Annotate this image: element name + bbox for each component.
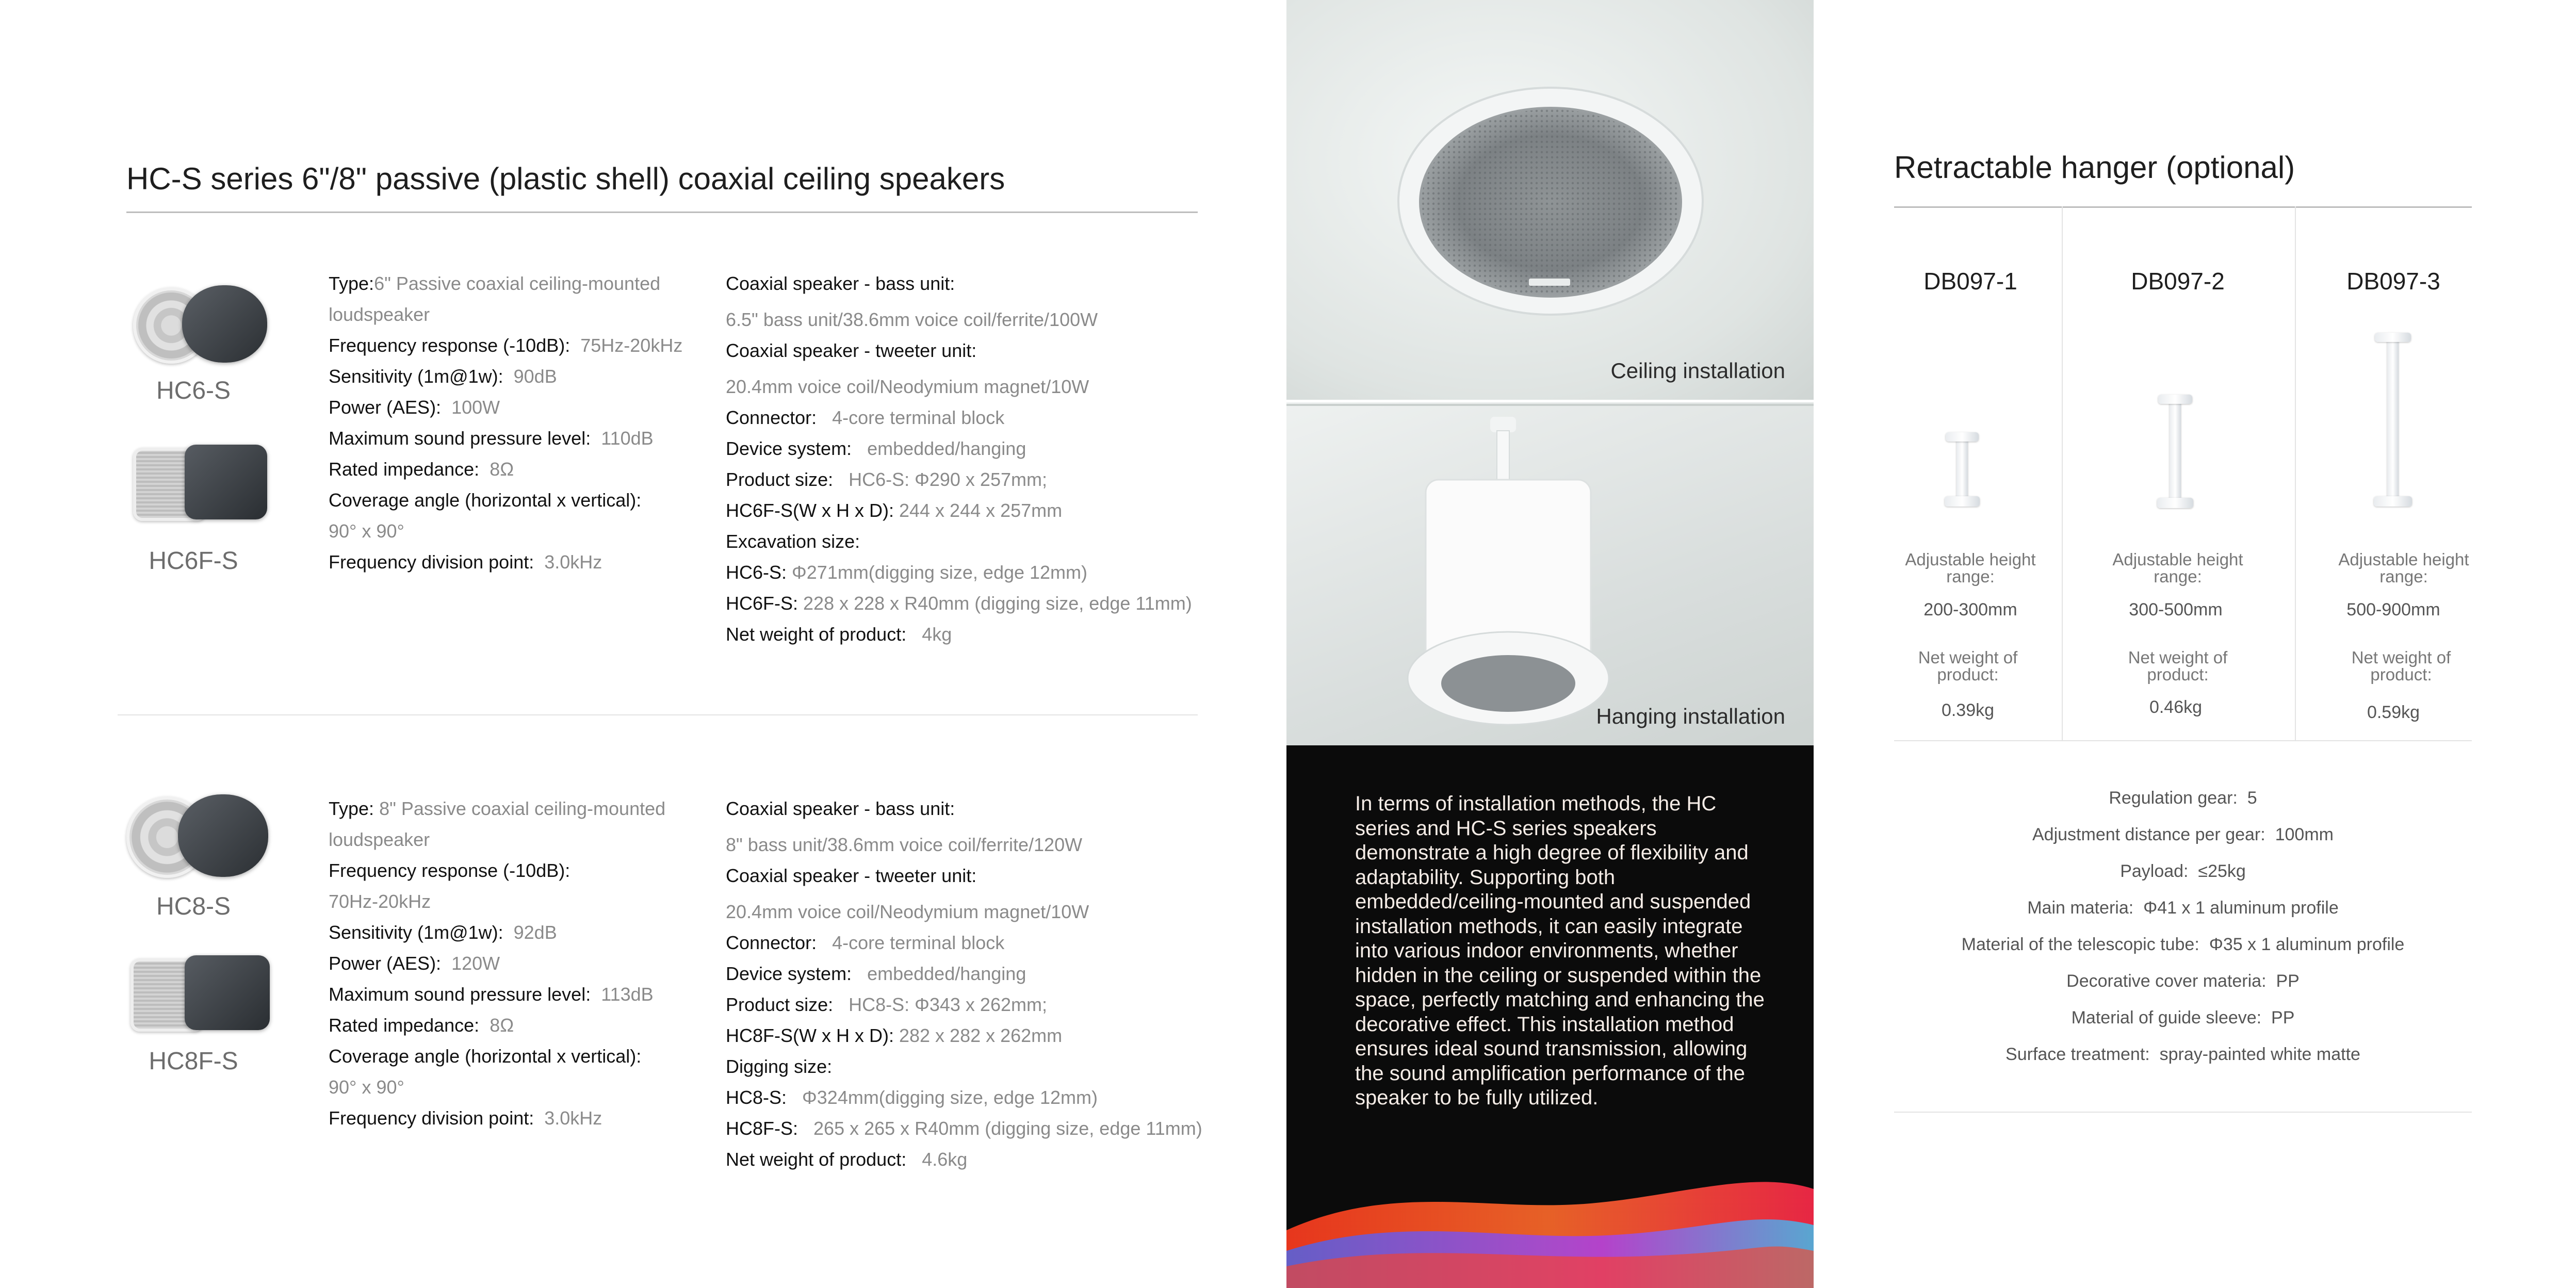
section-title-hanger: Retractable hanger (optional) <box>1894 150 2295 185</box>
hanger-weight-label-1: Net weight of product: <box>1918 648 2018 684</box>
hanger-image-3-base <box>2374 496 2412 507</box>
hanging-installation-photo <box>1286 402 1814 745</box>
ceiling-installation-photo <box>1286 0 1814 400</box>
hanger-spec-guide-sleeve: Material of guide sleeve: PP <box>2071 1008 2295 1028</box>
hanger-image-2 <box>2170 396 2181 504</box>
hanger-height-1: 200-300mm <box>1923 600 2017 619</box>
section-title-speakers: HC-S series 6"/8" passive (plastic shell) coaxial ceiling speakers <box>126 161 1005 196</box>
model-label-hc6f-s: HC6F-S <box>149 547 238 575</box>
hanger-image-3-top <box>2375 333 2411 342</box>
hanger-height-3: 500-900mm <box>2346 600 2440 619</box>
hanger-spec-adjustment-distance: Adjustment distance per gear: 100mm <box>2032 825 2334 844</box>
specs-hc6-col2: Coaxial speaker - bass unit: 6.5" bass unit/38.6mm voice coil/ferrite/100W Coaxial speaker - tweeter unit: 20.4mm voice coil/Neodymium magnet/10W Connector: 4-core terminal block Device system: embedded/hanging Product size: HC6-S: Φ290 x 257mm; HC6F-S(W x H x D): 244 x 244 x 257mm Excavation size: HC6-S: Φ271mm(digging size, edge 12mm) HC6F-S: 228 x 228 x R40mm (digging size, edge 11mm) Net weight of product: 4kg <box>726 273 1192 645</box>
hc6f-s-speaker-image <box>133 445 272 522</box>
hanger-title-divider <box>1894 206 2472 208</box>
hanger-image-1-base <box>1945 496 1980 507</box>
hanger-weight-2: 0.46kg <box>2149 697 2203 717</box>
model-label-hc6-s: HC6-S <box>156 377 231 404</box>
hanger-height-label-3: Adjustable height range: <box>2338 550 2469 586</box>
ceiling-installation-caption: Ceiling installation <box>1610 358 1785 383</box>
specs-hc8-col2: Coaxial speaker - bass unit: 8" bass unit/38.6mm voice coil/ferrite/120W Coaxial speaker - tweeter unit: 20.4mm voice coil/Neodymium magnet/10W Connector: 4-core terminal block Device system: embedded/hanging Product size: HC8-S: Φ343 x 262mm; HC8F-S(W x H x D): 282 x 282 x 262mm Digging size: HC8-S: Φ324mm(digging size, edge 12mm) HC8F-S: 265 x 265 x R40mm (digging size, edge 11mm) Net weight of product: 4.6kg <box>726 798 1202 1170</box>
hanger-spec-telescopic-tube: Material of the telescopic tube: Φ35 x 1 aluminum profile <box>1961 935 2405 954</box>
hanger-image-1 <box>1957 433 1968 503</box>
hc8f-s-speaker-image <box>131 955 278 1033</box>
hanger-height-label-2: Adjustable height range: <box>2112 550 2243 586</box>
specs-hc8-col1: Type: 8" Passive coaxial ceiling-mounted loudspeaker Frequency response (-10dB): 70Hz-20kHz Sensitivity (1m@1w): 92dB Power (AES): 120W Maximum sound pressure level: 113dB Rated impedance: 8Ω Coverage angle (horizontal x vertical): 90° x 90° Frequency division point: 3.0kHz <box>329 798 666 1129</box>
specs-hc6-col1: Type:6" Passive coaxial ceiling-mounted loudspeaker Frequency response (-10dB): 75Hz-20kHz Sensitivity (1m@1w): 90dB Power (AES): 100W Maximum sound pressure level: 110dB Rated impedance: 8Ω Coverage angle (horizontal x vertical): 90° x 90° Frequency division point: 3.0kHz <box>329 273 683 573</box>
hanger-table-bottom-rule <box>1894 740 2472 741</box>
hanger-spec-payload: Payload: ≤25kg <box>2120 861 2246 881</box>
hanger-weight-1: 0.39kg <box>1941 700 1995 720</box>
hanger-specs-bottom-rule <box>1894 1112 2472 1113</box>
hc6-s-speaker-image <box>133 285 272 363</box>
hanger-image-3 <box>2387 334 2399 504</box>
hanger-model-2: DB097-2 <box>2131 268 2225 295</box>
hanger-spec-surface-treatment: Surface treatment: spray-painted white matte <box>2006 1045 2360 1064</box>
hanger-spec-main-material: Main materia: Φ41 x 1 aluminum profile <box>2027 898 2339 918</box>
model-label-hc8-s: HC8-S <box>156 893 231 920</box>
hanger-weight-label-3: Net weight of product: <box>2351 648 2451 684</box>
hanger-spec-cover-material: Decorative cover materia: PP <box>2066 971 2300 991</box>
model-label-hc8f-s: HC8F-S <box>149 1048 238 1075</box>
hanger-weight-3: 0.59kg <box>2367 703 2420 722</box>
installation-description: In terms of installation methods, the HC series and HC-S series speakers demonstrate a high degree of flexibility and adaptability. Supporting both embedded/ceiling-mounted and suspended installation methods, it can easily integrate into various indoor environments, whether hidden in the ceiling or suspended within the space, perfectly matching and enhancing the decorative effect. This installation method ensures ideal sound transmission, allowing the sound amplification performance of the speaker to be fully utilized. <box>1355 792 1765 1109</box>
column-divider-2 <box>2295 206 2296 740</box>
title-divider <box>126 211 1198 213</box>
hanger-image-2-top <box>2158 395 2192 404</box>
hanger-height-label-1: Adjustable height range: <box>1905 550 2036 586</box>
hanger-weight-label-2: Net weight of product: <box>2128 648 2228 684</box>
hanger-image-2-base <box>2157 498 2193 508</box>
hc8-s-speaker-image <box>126 794 273 877</box>
hanger-model-3: DB097-3 <box>2346 268 2440 295</box>
column-divider-1 <box>2062 206 2063 740</box>
hanger-spec-regulation-gear: Regulation gear: 5 <box>2109 788 2257 808</box>
group-divider <box>118 714 1198 715</box>
hanger-height-2: 300-500mm <box>2129 600 2223 619</box>
hanging-installation-caption: Hanging installation <box>1596 704 1785 728</box>
hanger-model-1: DB097-1 <box>1923 268 2017 295</box>
hanger-image-1-top <box>1946 432 1979 442</box>
